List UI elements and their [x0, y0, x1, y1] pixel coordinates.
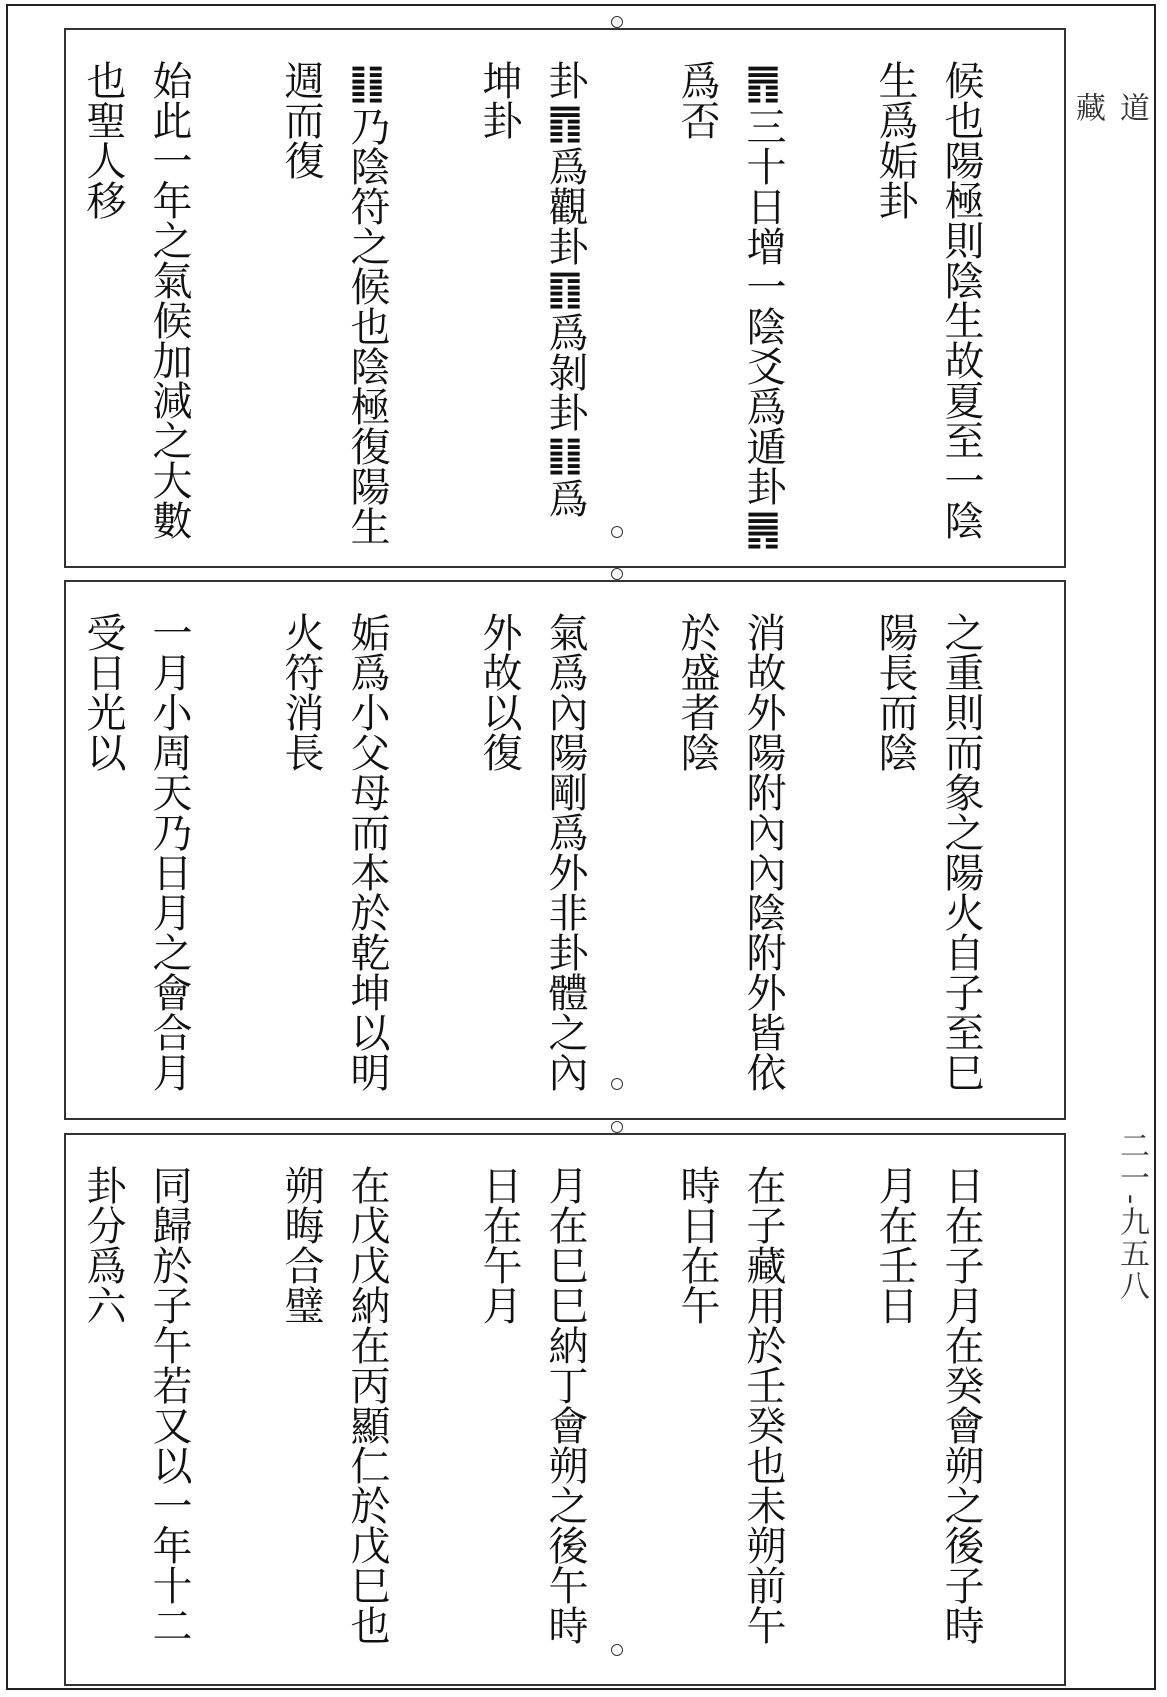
text-line: ䷁乃陰符之候也陰極復陽生週而復 — [278, 60, 390, 546]
ring-marker-icon — [611, 16, 623, 28]
text-line: 在戊戊納在丙顯仁於戊巳也朔晦合璧 — [278, 1165, 390, 1645]
ring-marker-icon — [611, 526, 623, 538]
text-line: 月在巳巳納丁會朔之後午時日在午月 — [476, 1165, 588, 1645]
text-line: 一月小周天乃日月之會合月受日光以 — [80, 612, 192, 1092]
ring-marker-icon — [611, 568, 623, 580]
text-line: ䷋三十日增一陰爻爲遁卦䷠爲否 — [674, 60, 786, 552]
text-line: 氣爲內陽剛爲外非卦體之內外故以復 — [476, 612, 588, 1092]
text-line: 卦䷓爲觀卦䷖爲剝卦䷁爲坤卦 — [476, 60, 588, 518]
collection-title-char: 藏 — [1070, 92, 1105, 122]
text-panel-3 — [64, 1133, 1066, 1686]
text-line: 始此一年之氣候加減之大數也聖人移 — [80, 60, 192, 540]
text-panel-1 — [64, 28, 1066, 568]
panel-text — [70, 612, 1060, 1108]
text-panel-2 — [64, 580, 1066, 1120]
panel-text — [70, 60, 1060, 556]
ring-marker-icon — [611, 1644, 623, 1656]
collection-title-char: 道 — [1114, 92, 1149, 122]
text-line: 姤爲小父母而本於乾坤以明火符消長 — [278, 612, 390, 1092]
panel-text — [70, 1165, 1060, 1674]
text-line: 之重則而象之陽火自子至巳陽長而陰 — [872, 612, 984, 1092]
page-number: 二一‐九五八 — [1114, 1130, 1149, 1303]
collection-title — [1065, 92, 1153, 232]
text-line: 同歸於子午若又以一年十二卦分爲六 — [80, 1165, 192, 1645]
ring-marker-icon — [611, 1121, 623, 1133]
text-line: 在子藏用於壬癸也未朔前午時日在午 — [674, 1165, 786, 1645]
text-line: 消故外陽附內內陰附外皆依於盛者陰 — [674, 612, 786, 1092]
text-line: 候也陽極則陰生故夏至一陰生爲姤卦 — [872, 60, 984, 540]
ring-marker-icon — [611, 1078, 623, 1090]
text-line: 日在子月在癸會朔之後子時月在壬日 — [872, 1165, 984, 1645]
